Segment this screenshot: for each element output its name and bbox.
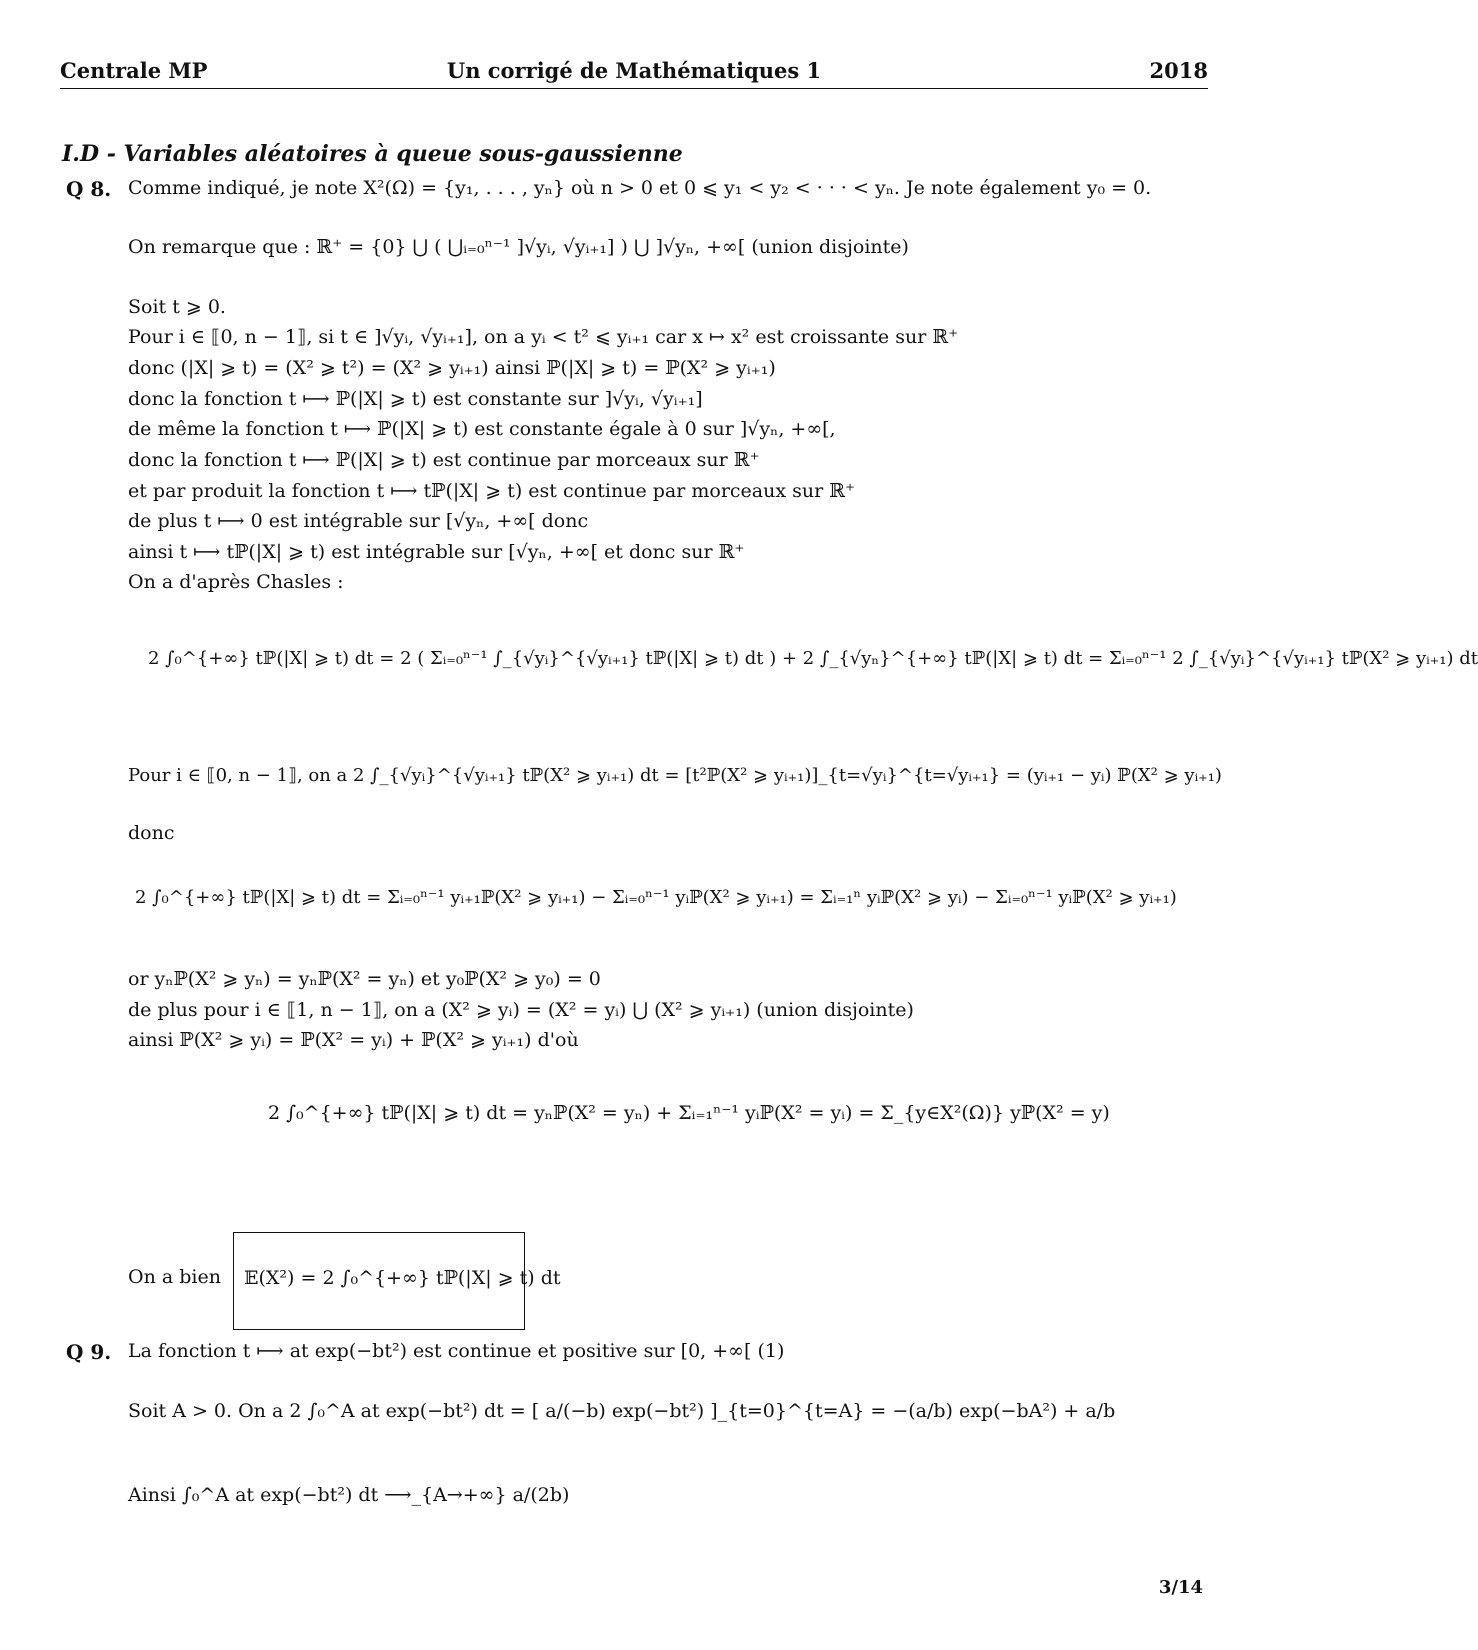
section-title: I.D - Variables aléatoires à queue sous-gaussienne [62, 141, 683, 167]
equation-pour: Pour i ∈ ⟦0, n − 1⟧, on a 2 ∫_{√yᵢ}^{√yᵢ₊₁} tℙ(X² ⩾ yᵢ₊₁) dt = [t²ℙ(X² ⩾ yᵢ₊₁)]_{t=√yᵢ}^{t=√yᵢ₊₁} = (yᵢ₊₁ − yᵢ) ℙ(X² ⩾ yᵢ₊₁) [128, 765, 1222, 786]
q8-line-7: de même la fonction t ⟼ ℙ(|X| ⩾ t) est constante égale à 0 sur ]√yₙ, +∞[, [128, 418, 836, 440]
equation-soit: Soit A > 0. On a 2 ∫₀^A at exp(−bt²) dt = [ a/(−b) exp(−bt²) ]_{t=0}^{t=A} = −(a/b) exp(−bA²) + a/b [128, 1400, 1116, 1422]
boxed-result [233, 1232, 561, 1330]
page-header [60, 58, 1208, 89]
equation-final: 2 ∫₀^{+∞} tℙ(|X| ⩾ t) dt = yₙℙ(X² = yₙ) + Σᵢ₌₁ⁿ⁻¹ yᵢℙ(X² = yᵢ) = Σ_{y∈X²(Ω)} yℙ(X² = y) [268, 1102, 1110, 1124]
q8-line-5: donc (|X| ⩾ t) = (X² ⩾ t²) = (X² ⩾ yᵢ₊₁) ainsi ℙ(|X| ⩾ t) = ℙ(X² ⩾ yᵢ₊₁) [128, 357, 776, 379]
equation-chasles: 2 ∫₀^{+∞} tℙ(|X| ⩾ t) dt = 2 ( Σᵢ₌₀ⁿ⁻¹ ∫_{√yᵢ}^{√yᵢ₊₁} tℙ(|X| ⩾ t) dt ) + 2 ∫_{√yₙ}^{+∞} tℙ(|X| ⩾ t) dt = Σᵢ₌₀ⁿ⁻¹ 2 ∫_{√yᵢ}^{√yᵢ₊₁} tℙ(X² ⩾ yᵢ₊₁) dt [148, 648, 1478, 669]
q9-label: Q 9. [66, 1340, 112, 1364]
q9-line-1: La fonction t ⟼ at exp(−bt²) est continue et positive sur [0, +∞[ (1) [128, 1340, 785, 1362]
header-year: 2018 [1149, 58, 1208, 83]
q8-line-2: On remarque que : ℝ⁺ = {0} ⋃ ( ⋃ᵢ₌₀ⁿ⁻¹ ]√yᵢ, √yᵢ₊₁] ) ⋃ ]√yₙ, +∞[ (union disjointe) [128, 236, 909, 258]
q8-on-a-bien: On a bien [128, 1266, 221, 1288]
q8-line-6: donc la fonction t ⟼ ℙ(|X| ⩾ t) est constante sur ]√yᵢ, √yᵢ₊₁] [128, 388, 703, 410]
page-number: 3/14 [1158, 1577, 1203, 1598]
header-title: Un corrigé de Mathématiques 1 [446, 58, 822, 83]
q8-line-10: de plus t ⟼ 0 est intégrable sur [√yₙ, +∞[ donc [128, 510, 589, 532]
q8-line-de-plus: de plus pour i ∈ ⟦1, n − 1⟧, on a (X² ⩾ yᵢ) = (X² = yᵢ) ⋃ (X² ⩾ yᵢ₊₁) (union disjointe) [128, 999, 914, 1021]
q8-donc: donc [128, 822, 175, 844]
equation-ainsi: Ainsi ∫₀^A at exp(−bt²) dt ⟶_{A→+∞} a/(2b) [128, 1484, 570, 1506]
boxed-result-formula: 𝔼(X²) = 2 ∫₀^{+∞} tℙ(|X| ⩾ t) dt [244, 1267, 561, 1289]
equation-sum: 2 ∫₀^{+∞} tℙ(|X| ⩾ t) dt = Σᵢ₌₀ⁿ⁻¹ yᵢ₊₁ℙ(X² ⩾ yᵢ₊₁) − Σᵢ₌₀ⁿ⁻¹ yᵢℙ(X² ⩾ yᵢ₊₁) = Σᵢ₌₁ⁿ yᵢℙ(X² ⩾ yᵢ) − Σᵢ₌₀ⁿ⁻¹ yᵢℙ(X² ⩾ yᵢ₊₁) [135, 887, 1177, 908]
q8-line-8: donc la fonction t ⟼ ℙ(|X| ⩾ t) est continue par morceaux sur ℝ⁺ [128, 449, 760, 471]
q8-line-3: Soit t ⩾ 0. [128, 296, 226, 318]
q8-line-12: On a d'après Chasles : [128, 571, 344, 593]
q8-line-4: Pour i ∈ ⟦0, n − 1⟧, si t ∈ ]√yᵢ, √yᵢ₊₁], on a yᵢ < t² ⩽ yᵢ₊₁ car x ↦ x² est croissante sur ℝ⁺ [128, 326, 959, 348]
header-exam: Centrale MP [60, 58, 208, 83]
q8-line-9: et par produit la fonction t ⟼ tℙ(|X| ⩾ t) est continue par morceaux sur ℝ⁺ [128, 480, 856, 502]
q8-line-ainsi: ainsi ℙ(X² ⩾ yᵢ) = ℙ(X² = yᵢ) + ℙ(X² ⩾ yᵢ₊₁) d'où [128, 1029, 579, 1051]
q8-label: Q 8. [66, 177, 112, 201]
q8-line-1: Comme indiqué, je note X²(Ω) = {y₁, . . . , yₙ} où n > 0 et 0 ⩽ y₁ < y₂ < · · · < yₙ. Je note également y₀ = 0. [128, 177, 1152, 199]
q8-line-or: or yₙℙ(X² ⩾ yₙ) = yₙℙ(X² = yₙ) et y₀ℙ(X² ⩾ y₀) = 0 [128, 968, 601, 990]
q8-line-11: ainsi t ⟼ tℙ(|X| ⩾ t) est intégrable sur [√yₙ, +∞[ et donc sur ℝ⁺ [128, 541, 745, 563]
